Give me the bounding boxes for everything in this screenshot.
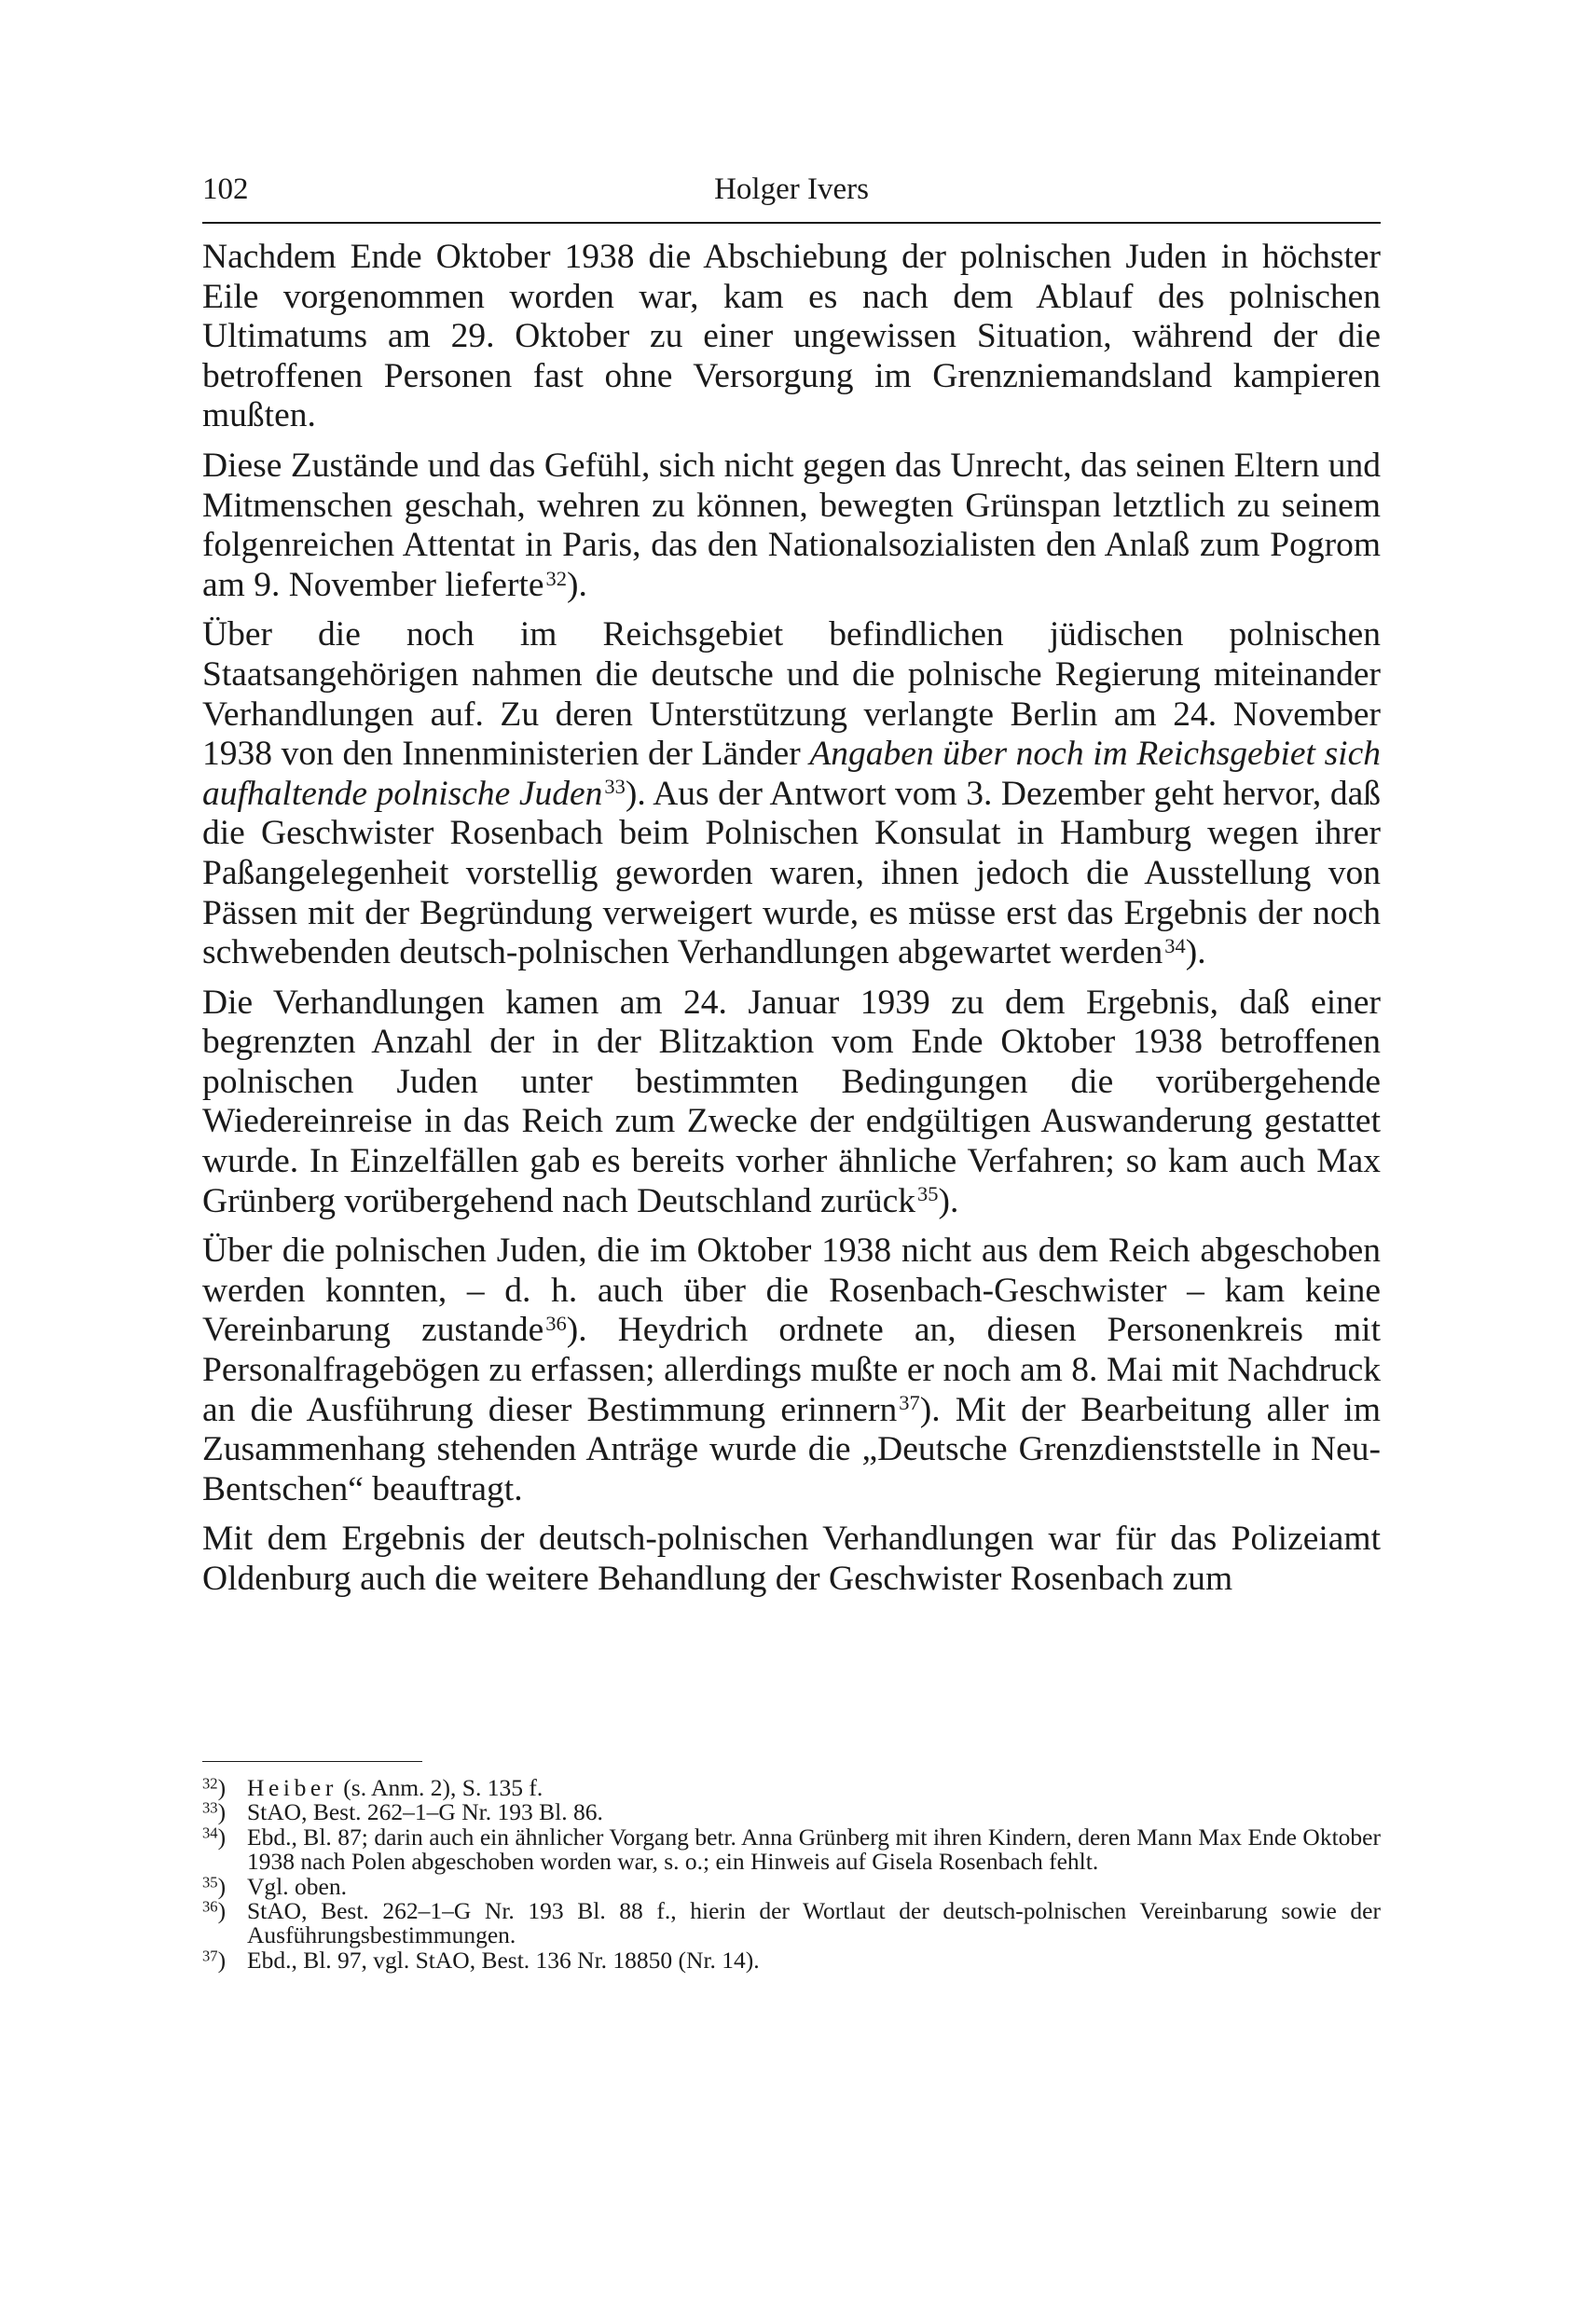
paragraph-2: Diese Zustände und das Gefühl, sich nicht gegen das Unrecht, das seinen Eltern und Mitmenschen geschah, wehren zu können, bewegten Grünspan letztlich zu seinem folgenreichen Attentat in Paris, das den Nationalsozialisten den Anlaß zum Pogrom am 9. November lieferte$^{32}$). [202,446,1381,604]
footnote-ref-34[interactable]: 34 [1164,933,1186,957]
footnote-36: $^{36}$) StAO, Best. 262–1–G Nr. 193 Bl. 88 f., hierin der Wortlaut der deutsch-polnischen Vereinbarung sowie der Ausführungsbestimmungen. [202,1897,1381,1949]
running-title: Holger Ivers [714,172,869,206]
footnote-32: $^{32}$) Heiber (s. Anm. 2), S. 135 f. [202,1774,543,1801]
paragraph-3: Über die noch im Reichsgebiet befindlichen jüdischen polnischen Staatsangehörigen nahmen die deutsche und die polnische Regierung miteinander Verhandlungen auf. Zu deren Unterstützung verlangte Berlin am 24. November 1938 von den Innenministerien der Länder Angaben über noch im Reichsgebiet sich aufhaltende polnische Juden$^{33}$). Aus der Antwort vom 3. Dezember geht hervor, daß die Geschwister Rosenbach beim Polnischen Konsulat in Hamburg wegen ihrer Paßangelegenheit vorstellig geworden waren, ihnen jedoch die Ausstellung von Pässen mit der Begründung verweigert wurde, es müsse erst das Ergebnis der noch schwebenden deutsch-polnischen Verhandlungen abgewartet werden$^{34}$). [202,615,1381,972]
paragraph-1: Nachdem Ende Oktober 1938 die Abschiebung der polnischen Juden in höchster Eile vorgenommen worden war, kam es nach dem Ablauf des polnischen Ultimatums am 29. Oktober zu einer ungewissen Situation, während der die betroffenen Personen fast ohne Versorgung im Grenzniemandsland kampieren mußten. [202,238,1381,435]
footnote-ref-36[interactable]: 36 [545,1312,567,1336]
footnote-number: 36 [202,1897,218,1916]
footnote-37: $^{37}$) Ebd., Bl. 97, vgl. StAO, Best. 136 Nr. 18850 (Nr. 14). [202,1946,760,1974]
page-header [202,172,1381,219]
paragraph-5: Über die polnischen Juden, die im Oktober 1938 nicht aus dem Reich abgeschoben werden konnten, – d. h. auch über die Rosenbach-Geschwister – kam keine Vereinbarung zustande$^{36}$). Heydrich ordnete an, diesen Personenkreis mit Personalfragebögen zu erfassen; allerdings mußte er noch am 8. Mai mit Nachdruck an die Ausführung dieser Bestimmung erinnern$^{37}$). Mit der Bearbeitung aller im Zusammenhang stehenden Anträge wurde die „Deutsche Grenzdienststelle in Neu-Bentschen“ beauftragt. [202,1232,1382,1508]
footnote-35: $^{35}$) Vgl. oben. [202,1872,347,1900]
footnote-number: 34 [202,1823,218,1842]
paragraph-6: Mit dem Ergebnis der deutsch-polnischen Verhandlungen war für das Polizeiamt Oldenburg auch die weitere Behandlung der Geschwister Rosenbach zum [202,1520,1381,1598]
footnote-number: 37 [202,1947,218,1965]
footnote-number: 32 [202,1774,218,1793]
footnote-number: 33 [202,1798,218,1817]
paragraph-4: Die Verhandlungen kamen am 24. Januar 1939 zu dem Ergebnis, daß einer begrenzten Anzahl der in der Blitzaktion vom Ende Oktober 1938 betroffenen polnischen Juden unter bestimmten Bedingungen die vorübergehende Wiedereinreise in das Reich zum Zwecke der endgültigen Auswanderung gestattet wurde. In Einzelfällen gab es bereits vorher ähnliche Verfahren; so kam auch Max Grünberg vorübergehend nach Deutschland zurück$^{35}$). [202,983,1381,1220]
italic-title: Angaben über noch im Reichsgebiet sich aufhaltende polnische Juden [202,735,1381,813]
footnote-author: Heiber [247,1774,337,1801]
footnote-ref-35[interactable]: 35 [917,1182,939,1206]
footnote-ref-32[interactable]: 32 [545,566,568,590]
footnote-rule [202,1761,422,1762]
header-rule [202,222,1381,224]
footnote-34: $^{34}$) Ebd., Bl. 87; darin auch ein ähnlicher Vorgang betr. Anna Grünberg mit ihren Kindern, deren Mann Max Ende Oktober 1938 nach Polen abgeschoben worden war, s. o.; ein Hinweis auf Gisela Rosenbach fehlt. [202,1823,1381,1876]
footnotes [202,1776,1381,1973]
footnote-ref-37[interactable]: 37 [899,1391,920,1415]
main-text [202,238,1381,1610]
footnote-ref-33[interactable]: 33 [604,775,626,799]
footnote-number: 35 [202,1873,218,1892]
page-number: 102 [202,172,249,206]
footnote-33: $^{33}$) StAO, Best. 262–1–G Nr. 193 Bl. 86. [202,1798,603,1826]
